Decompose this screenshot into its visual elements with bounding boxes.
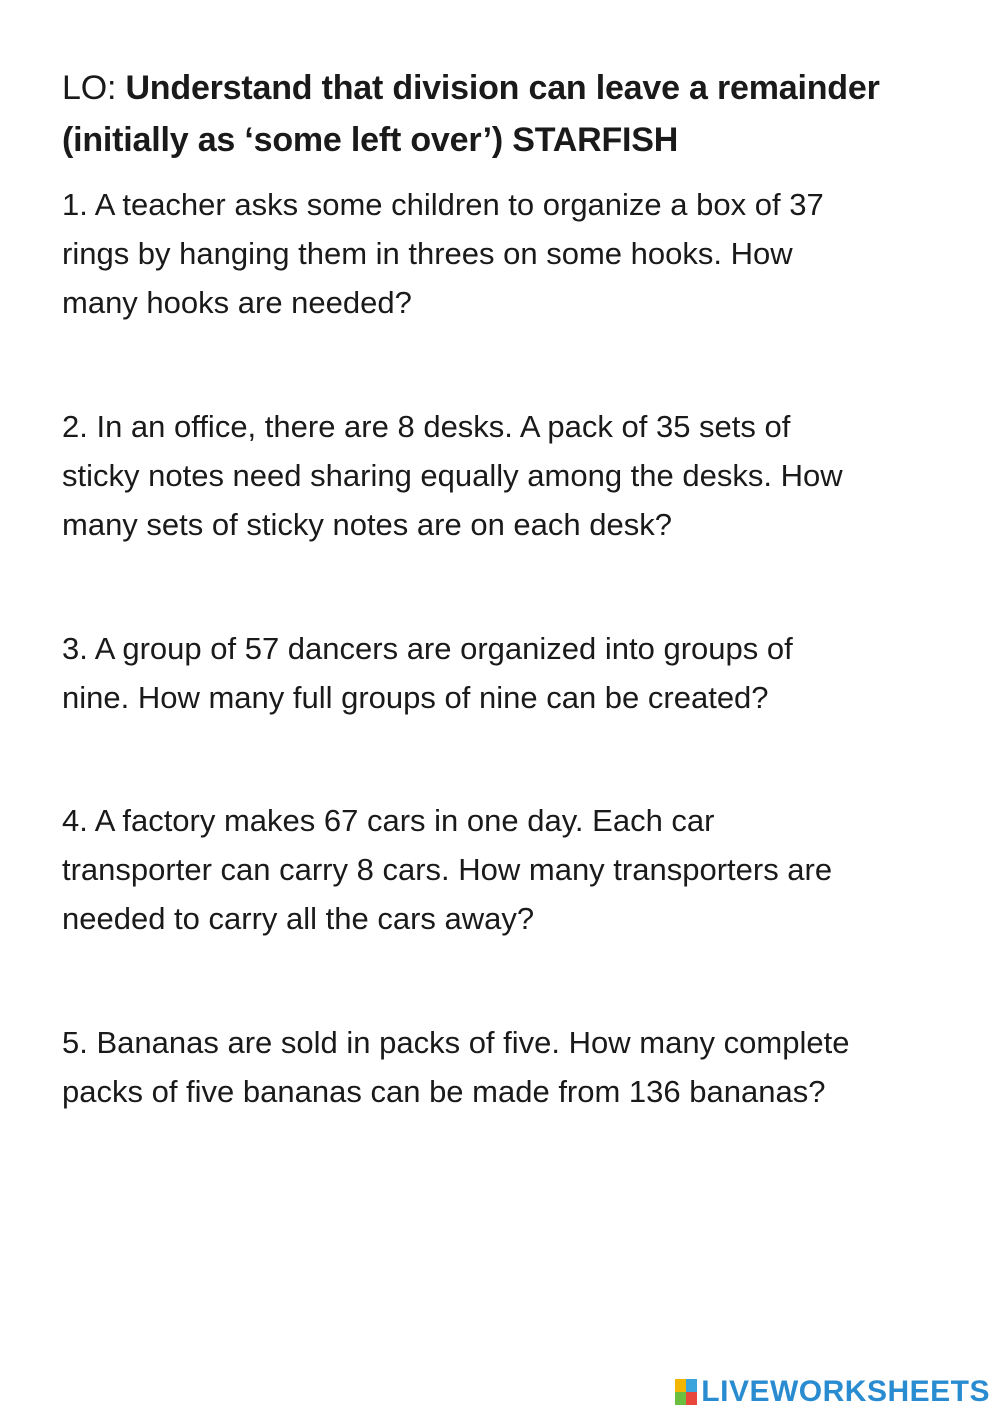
logo-square-red [686, 1392, 697, 1405]
logo-square-green [675, 1392, 686, 1405]
question-line: many hooks are needed? [62, 285, 412, 320]
lo-text-line2: (initially as ‘some left over’) STARFISH [62, 121, 679, 159]
question-4 [62, 796, 942, 943]
question-line: needed to carry all the cars away? [62, 901, 535, 936]
liveworksheets-logo[interactable] [675, 1375, 990, 1409]
logo-square-yellow [675, 1379, 686, 1392]
lo-prefix: LO: [62, 69, 126, 107]
liveworksheets-logo-icon [675, 1379, 697, 1405]
question-3 [62, 624, 942, 722]
logo-text: LIVEWORKSHEETS [701, 1375, 990, 1408]
worksheet-page [62, 62, 942, 1109]
question-line: many sets of sticky notes are on each desk? [62, 507, 672, 542]
question-line: 2. In an office, there are 8 desks. A pack of 35 sets of [62, 409, 791, 444]
question-line: 4. A factory makes 67 cars in one day. Each car [62, 803, 715, 838]
question-line: nine. How many full groups of nine can be created? [62, 680, 769, 715]
question-2 [62, 402, 942, 549]
question-line: transporter can carry 8 cars. How many transporters are [62, 852, 833, 887]
question-line: rings by hanging them in threes on some hooks. How [62, 236, 793, 271]
question-5 [62, 1018, 942, 1116]
question-line: packs of five bananas can be made from 136 bananas? [62, 1074, 826, 1109]
lo-text-line1: Understand that division can leave a remainder [125, 69, 880, 107]
question-1 [62, 180, 942, 327]
question-line: sticky notes need sharing equally among the desks. How [62, 458, 843, 493]
question-line: 3. A group of 57 dancers are organized into groups of [62, 631, 793, 666]
learning-objective-heading [62, 62, 942, 166]
question-line: 5. Bananas are sold in packs of five. How many complete [62, 1025, 850, 1060]
logo-square-blue [686, 1379, 697, 1392]
question-line: 1. A teacher asks some children to organize a box of 37 [62, 187, 824, 222]
